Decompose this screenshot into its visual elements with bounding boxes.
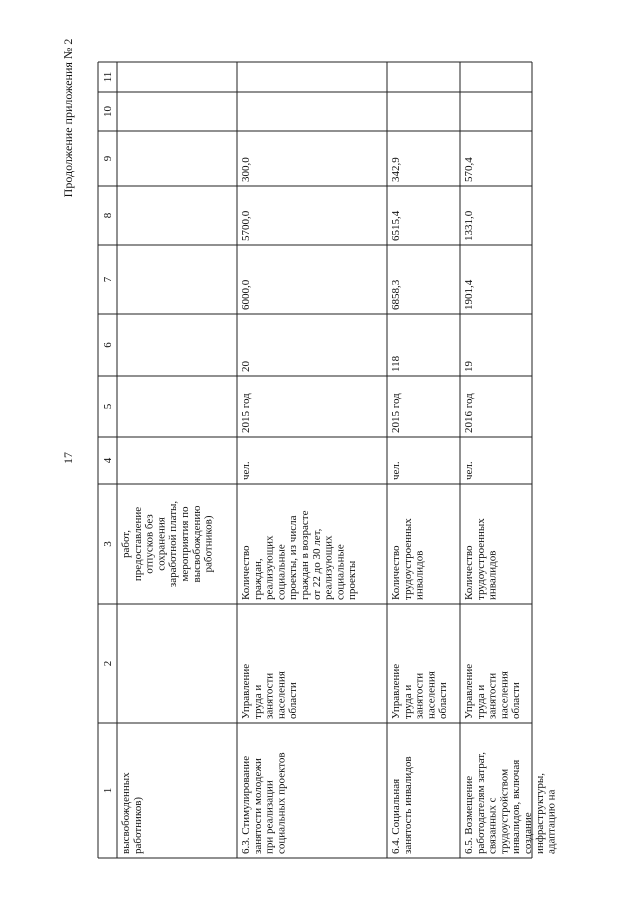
- table-cell-line: сохранения: [155, 517, 168, 571]
- table-cell-line: Управление: [463, 663, 475, 719]
- table-cell-line: области: [510, 682, 523, 719]
- table-cell-line: граждан в возрасте: [299, 510, 311, 600]
- column-number: 8: [102, 212, 114, 219]
- column-number: 7: [102, 276, 114, 283]
- table-cell-line: трудоустройством: [498, 768, 511, 854]
- table-cell-line: 6.4. Социальная: [390, 778, 402, 854]
- table-cell-line: работников): [131, 796, 144, 854]
- table-cell-line: трудоустроенных: [474, 518, 487, 600]
- table-cell-line: 2015 год: [240, 393, 252, 433]
- table-cell-line: социальные: [275, 544, 288, 600]
- table-cell-line: 342,9: [390, 157, 402, 182]
- table-cell-line: населения: [425, 671, 438, 719]
- column-number: 11: [102, 71, 114, 83]
- table-cell-line: занятости: [486, 672, 499, 719]
- table-cell-line: адаптацию на: [545, 789, 558, 854]
- table-cell-line: Количество: [390, 545, 402, 600]
- table-cell-line: реализующих: [263, 535, 276, 600]
- table-cell-line: 5700,0: [240, 210, 252, 241]
- table-cell-line: занятости молодежи: [251, 758, 264, 854]
- table-cell-line: области: [287, 682, 300, 719]
- table-cell-line: 6515,4: [390, 210, 402, 241]
- table-cell-line: при реализации: [263, 780, 276, 854]
- table-cell-line: высвобожденных: [120, 772, 132, 854]
- table-cell-line: создание: [522, 812, 534, 854]
- table-cell-line: работодателям затрат,: [474, 751, 487, 854]
- table-cell-line: 2016 год: [463, 393, 475, 433]
- table-cell-line: высвобождению: [190, 505, 203, 583]
- table-cell-line: 118: [390, 355, 402, 372]
- table-cell-line: труда и: [251, 684, 264, 719]
- table-cell-line: чел.: [390, 461, 402, 480]
- table-cell-line: Количество: [463, 545, 475, 600]
- column-number: 1: [102, 787, 114, 794]
- table-cell-line: от 22 до 30 лет,: [310, 528, 323, 600]
- table-cell-line: занятости: [413, 672, 426, 719]
- running-title: Продолжение приложения № 2: [61, 38, 75, 198]
- table-cell-line: чел.: [240, 461, 252, 480]
- table-cell-line: инфраструктуры,: [533, 773, 546, 854]
- table-cell-line: инвалидов, включая: [510, 759, 523, 854]
- column-number: 2: [102, 660, 114, 667]
- table-cell-line: 1331,0: [463, 210, 475, 241]
- table-cell-line: 6.5. Возмещение: [463, 775, 475, 854]
- column-number: 5: [102, 403, 114, 410]
- column-number: 3: [102, 541, 114, 547]
- column-number: 4: [102, 457, 114, 464]
- table-cell-line: 6858,3: [390, 279, 402, 310]
- table-cell-line: труда и: [474, 684, 487, 719]
- table-cell-line: реализующих: [322, 535, 335, 600]
- table-cell-line: мероприятия по: [179, 506, 191, 582]
- table-cell-line: социальных проектов: [275, 752, 288, 854]
- table-cell-line: 6.3. Стимулирование: [240, 755, 252, 854]
- table-cell-line: чел.: [463, 461, 475, 480]
- table-cell-line: граждан,: [251, 558, 264, 600]
- table-cell-line: работ,: [120, 529, 132, 559]
- table-cell-line: 570,4: [463, 157, 475, 182]
- table-cell-line: заработной платы,: [167, 500, 180, 588]
- table-cell-line: 6000,0: [240, 279, 252, 310]
- table-cell-line: населения: [275, 671, 288, 719]
- table-cell-line: 20: [240, 361, 252, 372]
- column-number: 6: [102, 342, 114, 348]
- table-cell-line: занятость инвалидов: [401, 756, 414, 854]
- table-cell-line: населения: [498, 671, 511, 719]
- table-cell-line: 1901,4: [463, 279, 475, 310]
- table-cell-line: Управление: [390, 663, 402, 719]
- table-cell-line: 300,0: [240, 157, 252, 182]
- table-cell-line: области: [437, 682, 450, 719]
- table-cell-line: труда и: [401, 684, 414, 719]
- page-number: 17: [61, 452, 75, 464]
- table-cell-line: работников): [202, 515, 215, 573]
- table-cell-line: инвалидов: [413, 550, 426, 600]
- column-number: 10: [102, 106, 114, 117]
- table-cell-line: 2015 год: [390, 393, 402, 433]
- table-cell-line: проекты: [346, 560, 359, 600]
- table-cell-line: занятости: [263, 672, 276, 719]
- table-cell-line: 19: [463, 361, 475, 372]
- table-cell-line: Количество: [240, 545, 252, 600]
- table-cell-line: связанных с: [486, 797, 499, 854]
- table-cell-line: социальные: [334, 544, 347, 600]
- table-cell-line: трудоустроенных: [401, 518, 414, 600]
- table-cell-line: проекты, из числа: [287, 515, 300, 600]
- table-cell-line: отпусков без: [143, 514, 156, 574]
- table-cell-line: Управление: [240, 663, 252, 719]
- table-cell-line: инвалидов: [486, 550, 499, 600]
- table-cell-line: предоставление: [131, 506, 144, 582]
- column-number: 9: [102, 155, 114, 162]
